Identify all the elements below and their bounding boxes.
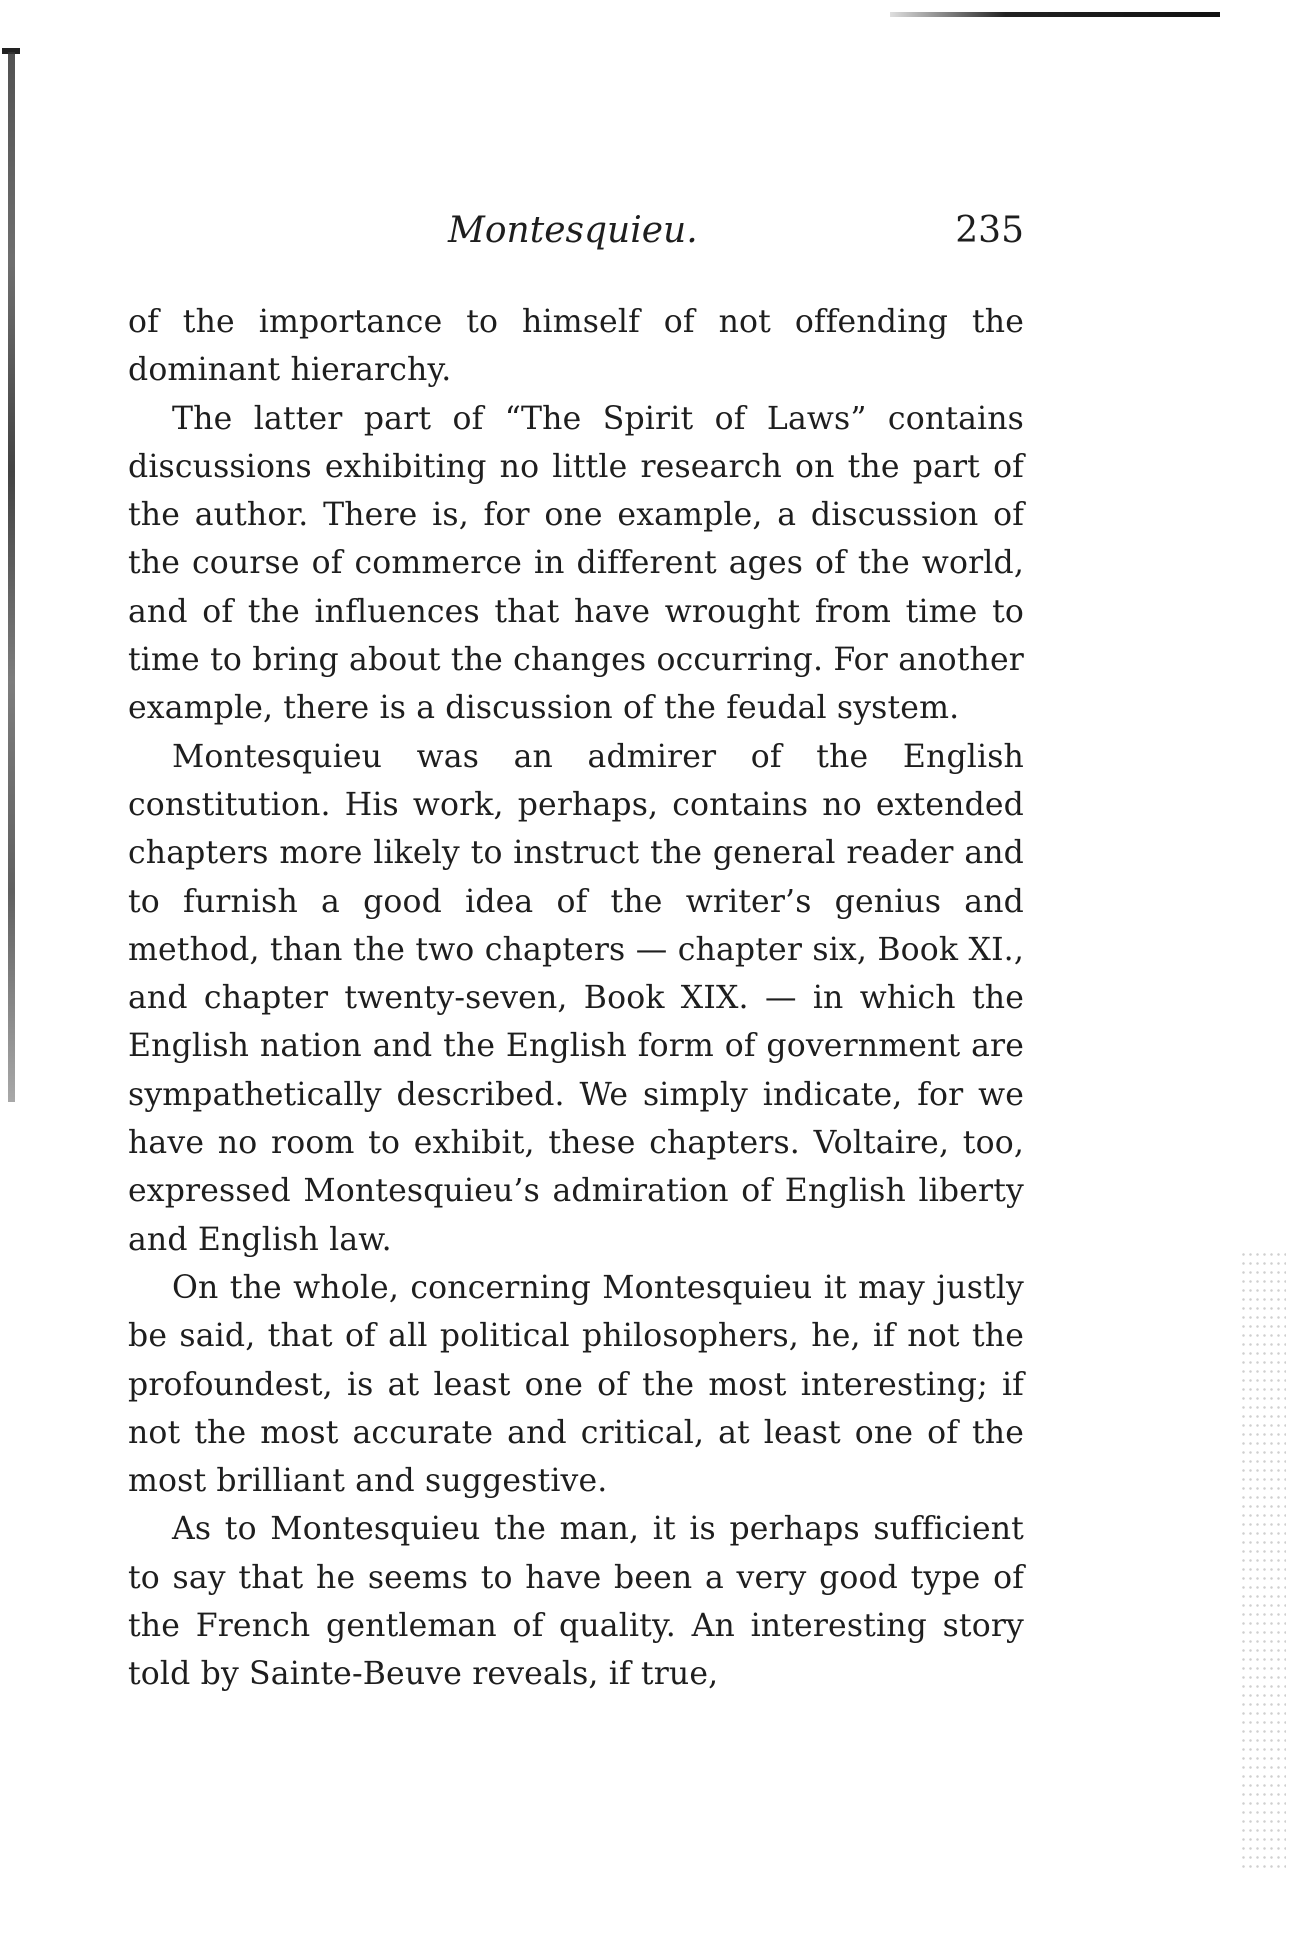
- paragraph: As to Montesquieu the man, it is perhaps sufficient to say that he seems to have been a very good type of the French gentleman of quality. An interesting story told by Sainte-Beuve reveals, if true,: [128, 1511, 1024, 1693]
- binding-edge: [8, 52, 15, 1102]
- book-page: [128, 210, 1024, 1699]
- paragraph: On the whole, concerning Montesquieu it may justly be said, that of all political philosophers, he, if not the profoundest, is at least one of the most interesting; if not the most accurate and critical, at least one of the most brilliant and suggestive.: [128, 1269, 1024, 1500]
- paragraph: The latter part of “The Spirit of Laws” contains discussions exhibiting no little research on the part of the author. There is, for one example, a discussion of the course of commerce in different ages of the world, and of the influences that have wrought from time to time to bring about the changes occurring. For another example, there is a discussion of the feudal system.: [128, 400, 1024, 727]
- running-title: Montesquieu.: [448, 210, 698, 251]
- paragraph: Montesquieu was an admirer of the English constitution. His work, perhaps, contains no extended chapters more likely to instruct the general reader and to furnish a good idea of the writer’s genius and method, than the two chapters — chapter six, Book XI., and chapter twenty-seven, Book XIX. — in which the English nation and the English form of government are sympathetically described. We simply indicate, for we have no room to exhibit, these chapters. Voltaire, too, expressed Montesquieu’s admiration of English liberty and English law.: [128, 738, 1024, 1258]
- page-number: 235: [955, 210, 1024, 251]
- page-edge-speckle: [1240, 1250, 1286, 1870]
- page-header: [128, 210, 1024, 270]
- text-body: [128, 298, 1024, 1699]
- top-rule: [890, 12, 1220, 17]
- paragraph: of the importance to himself of not offending the dominant hierarchy.: [128, 304, 1024, 389]
